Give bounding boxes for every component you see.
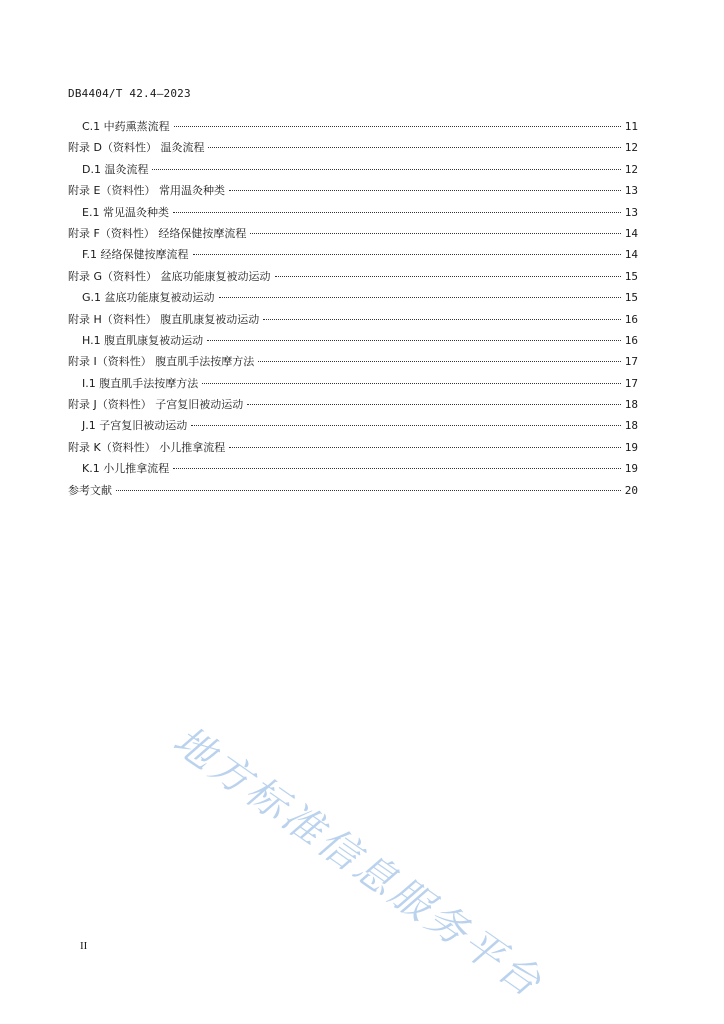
- toc-entry-f1[interactable]: [68, 246, 638, 267]
- toc-entry-page: 20: [624, 483, 638, 497]
- toc-entry-appendix-i[interactable]: [68, 353, 638, 374]
- toc-entry-page: 12: [624, 162, 638, 176]
- toc-leader-dots: [173, 468, 621, 469]
- toc-leader-dots: [173, 212, 621, 213]
- toc-leader-dots: [207, 340, 621, 341]
- toc-entry-appendix-d[interactable]: [68, 139, 638, 160]
- toc-entry-title: 参考文献: [68, 483, 112, 497]
- toc-entry-page: 13: [624, 205, 638, 219]
- toc-entry-title: D.1 温灸流程: [82, 162, 149, 176]
- toc-leader-dots: [275, 276, 621, 277]
- toc-entry-appendix-f[interactable]: [68, 225, 638, 246]
- toc-entry-page: 16: [624, 312, 638, 326]
- toc-entry-h1[interactable]: [68, 332, 638, 353]
- toc-entry-appendix-e[interactable]: [68, 182, 638, 203]
- toc-entry-title: C.1 中药熏蒸流程: [82, 120, 170, 133]
- toc-entry-page: 18: [624, 398, 638, 412]
- toc-entry-title: E.1 常见温灸种类: [82, 205, 169, 219]
- toc-entry-references[interactable]: [68, 482, 638, 503]
- toc-entry-title: 附录 J（资料性） 子宫复旧被动运动: [68, 398, 244, 412]
- toc-entry-c1[interactable]: [68, 118, 638, 139]
- toc-entry-page: 19: [624, 462, 638, 476]
- page-number: II: [80, 940, 88, 952]
- toc-entry-title: J.1 子宫复旧被动运动: [82, 419, 188, 433]
- toc-entry-i1[interactable]: [68, 375, 638, 396]
- toc-entry-title: H.1 腹直肌康复被动运动: [82, 333, 204, 347]
- toc-entry-title: F.1 经络保健按摩流程: [82, 248, 189, 262]
- toc-entry-title: 附录 F（资料性） 经络保健按摩流程: [68, 226, 247, 240]
- toc-entry-title: 附录 G（资料性） 盆底功能康复被动运动: [68, 269, 271, 283]
- toc-entry-k1[interactable]: [68, 460, 638, 481]
- toc-leader-dots: [229, 447, 621, 448]
- toc-leader-dots: [116, 490, 621, 491]
- toc-entry-page: 12: [624, 141, 638, 155]
- toc-leader-dots: [247, 404, 621, 405]
- toc-leader-dots: [263, 319, 620, 320]
- toc-entry-title: G.1 盆底功能康复被动运动: [82, 291, 215, 305]
- toc-leader-dots: [193, 254, 621, 255]
- toc-entry-title: I.1 腹直肌手法按摩方法: [82, 376, 199, 390]
- toc-entry-page: 14: [624, 248, 638, 262]
- toc-leader-dots: [208, 147, 620, 148]
- toc-leader-dots: [202, 383, 621, 384]
- toc-entry-appendix-g[interactable]: [68, 268, 638, 289]
- toc-entry-title: 附录 D（资料性） 温灸流程: [68, 141, 205, 155]
- table-of-contents: [68, 118, 638, 503]
- watermark: 地方标准信息服务平台: [164, 717, 552, 1008]
- toc-leader-dots: [174, 126, 621, 127]
- toc-entry-page: 15: [624, 291, 638, 305]
- doc-code: DB4404/T 42.4—2023: [68, 87, 191, 100]
- toc-leader-dots: [219, 297, 621, 298]
- toc-entry-page: 17: [624, 376, 638, 390]
- toc-entry-d1[interactable]: [68, 161, 638, 182]
- toc-leader-dots: [229, 190, 621, 191]
- toc-entry-page: 16: [624, 333, 638, 347]
- toc-entry-page: 14: [624, 226, 638, 240]
- toc-entry-j1[interactable]: [68, 417, 638, 438]
- toc-entry-title: 附录 I（资料性） 腹直肌手法按摩方法: [68, 355, 255, 369]
- toc-leader-dots: [258, 361, 621, 362]
- toc-entry-e1[interactable]: [68, 204, 638, 225]
- toc-entry-page: 19: [624, 440, 638, 454]
- toc-entry-appendix-k[interactable]: [68, 439, 638, 460]
- toc-entry-g1[interactable]: [68, 289, 638, 310]
- toc-entry-page: 18: [624, 419, 638, 433]
- toc-leader-dots: [152, 169, 620, 170]
- toc-entry-appendix-h[interactable]: [68, 311, 638, 332]
- toc-leader-dots: [250, 233, 620, 234]
- toc-entry-title: 附录 E（资料性） 常用温灸种类: [68, 184, 225, 198]
- toc-entry-title: 附录 H（资料性） 腹直肌康复被动运动: [68, 312, 260, 326]
- toc-entry-page: 11: [624, 120, 638, 133]
- toc-entry-title: K.1 小儿推拿流程: [82, 462, 170, 476]
- toc-leader-dots: [191, 425, 621, 426]
- toc-entry-page: 17: [624, 355, 638, 369]
- toc-entry-title: 附录 K（资料性） 小儿推拿流程: [68, 440, 226, 454]
- toc-entry-page: 13: [624, 184, 638, 198]
- toc-entry-appendix-j[interactable]: [68, 396, 638, 417]
- toc-entry-page: 15: [624, 269, 638, 283]
